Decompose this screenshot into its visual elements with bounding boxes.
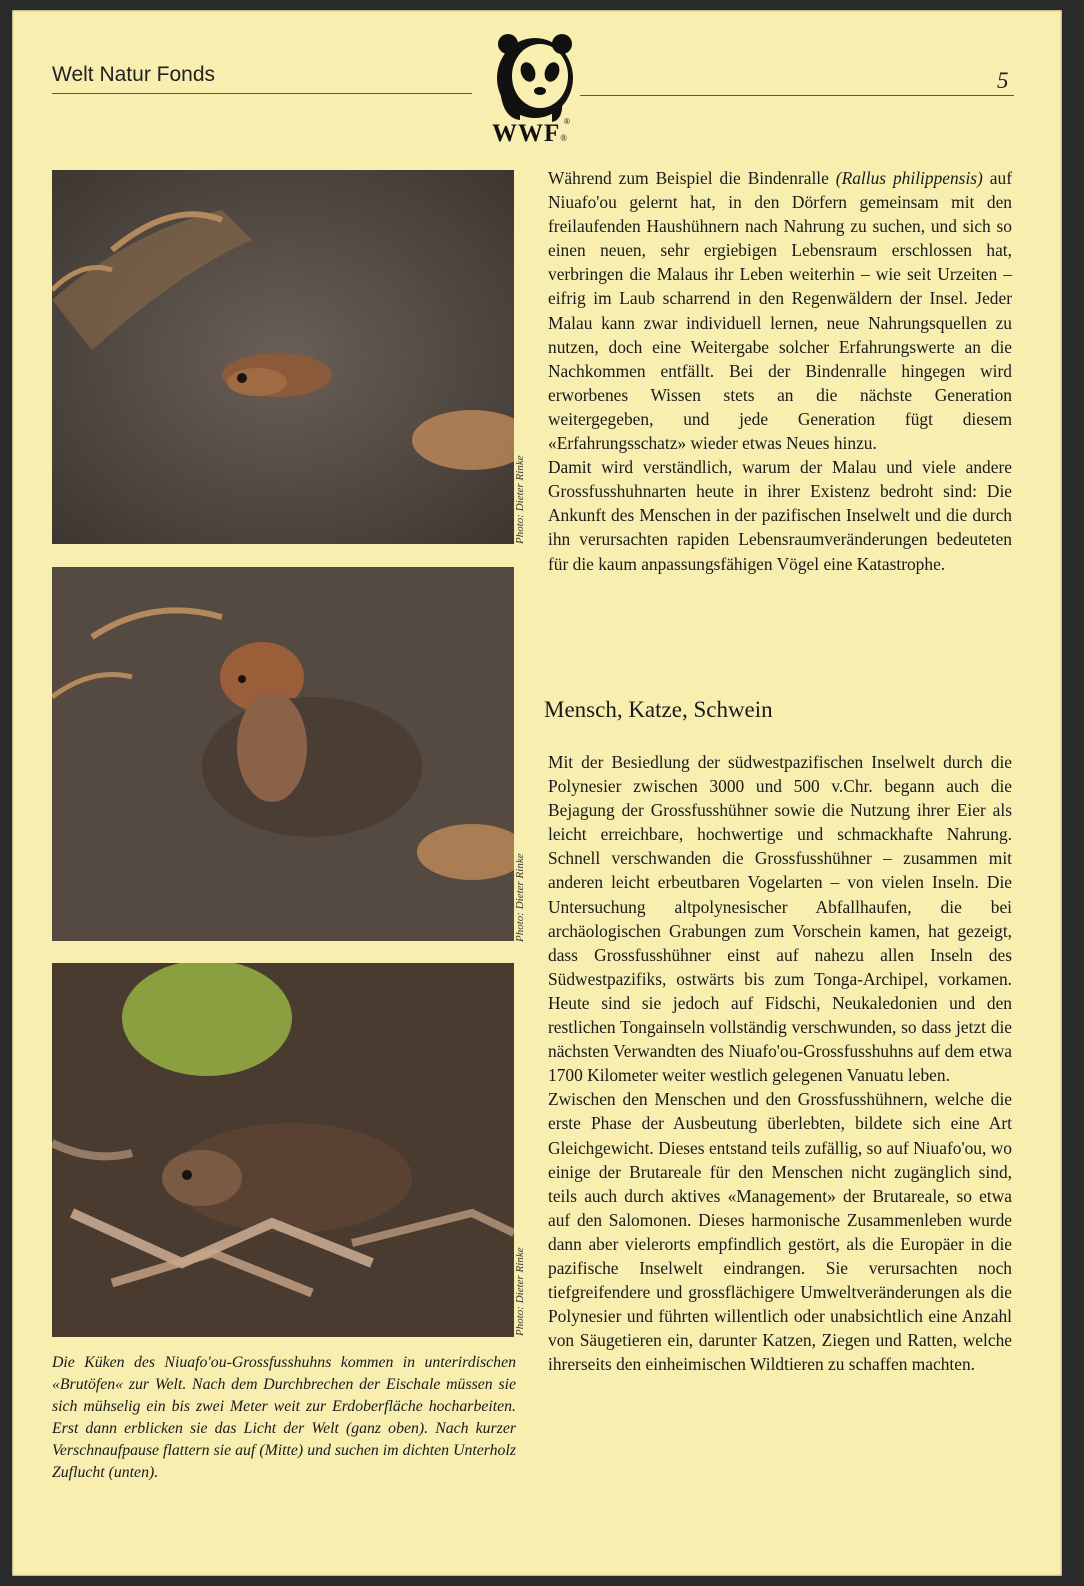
wwf-wordmark: WWF® (492, 120, 569, 147)
photo-credit-3: Photo: Dieter Rinke (514, 1247, 526, 1336)
photo-chick-in-sand (52, 170, 514, 544)
article-column-bottom (548, 750, 1012, 1376)
paragraph-3: Mit der Besiedlung der südwestpazifischen Inselwelt durch die Polynesier zwischen 3000 und 500 v.Chr. begann auch die Bejagung der Grossfusshühner sowie die Nutzung ihrer Eier als leicht erreichbare, hochwertige und schmackhafte Nahrung. Schnell verschwanden die Grossfusshühner – zusammen mit anderen leicht erbeutbaren Vogelarten – von vielen Inseln. Die Untersuchung altpolynesischer Abfallhaufen, die bei archäologischen Grabungen zum Vorschein kamen, hat gezeigt, dass Grossfusshühner einst auf nahezu allen Inseln des Südwestpazifiks, ostwärts bis zum Tonga-Archipel, vorkamen. Heute sind sie jedoch auf Fidschi, Neukaledonien und den restlichen Tongainseln vollständig verschwunden, so dass jetzt die nächsten Verwandten des Niuafo'ou-Grossfusshuhns auf dem etwa 1700 Kilometer weiter westlich gelegenen Vanuatu leben. (548, 752, 1012, 1086)
paragraph-1: Während zum Beispiel die Bindenralle (Rallus philippensis) auf Niuafo'ou gelernt hat, in den Dörfern gemeinsam mit den freilaufenden Haushühnern nach Nahrung zu suchen, und sich so einen neuen, sehr ergiebigen Lebensraum erschlossen hat, verbringen die Malaus ihr Leben weiterhin – wie seit Urzeiten – eifrig im Laub scharrend in den Regenwäldern der Insel. Jeder Malau kann zwar individuell lernen, neue Nahrungsquellen zu nutzen, doch eine Weitergabe solcher Erfahrungswerte an die Nachkommen entfällt. Bei der Bindenralle hingegen wird erworbenes Wissen stets an die nächste Generation weitergegeben, und jede Generation fügt diesem «Erfahrungsschatz» wieder etwas Neues hinzu. (548, 168, 1012, 454)
photo-chick-emerging (52, 567, 514, 941)
header-rule-left (52, 93, 472, 94)
article-column-top (548, 166, 1012, 576)
svg-text:®: ® (564, 117, 570, 126)
photo-credit-2: Photo: Dieter Rinke (514, 853, 526, 942)
page-sheet (12, 10, 1062, 1576)
photo-credit-1: Photo: Dieter Rinke (514, 455, 526, 544)
header-title: Welt Natur Fonds (52, 63, 216, 86)
paragraph-4: Zwischen den Menschen und den Grossfusshühnern, welche die erste Phase der Ausbeutung überlebten, bildete sich eine Art Gleichgewicht. Dieses entstand teils zufällig, so auf Niuafo'ou, wo einige der Brutareale für den Menschen nicht zugänglich sind, teils auch durch aktives «Management» der Brutareale, so etwa auf den Salomonen. Dieses harmonische Zusammenleben wurde dann aber vielerorts empfindlich gestört, als die Europäer in die pazifische Inselwelt eindrangen. Sie verursachten noch tiefgreifendere und grossflächigere Umweltveränderungen als die Polynesier und führten willentlich oder unabsichtlich eine Anzahl von Säugetieren ein, darunter Katzen, Ziegen und Ratten, welche ihrerseits den einheimischen Wildtieren zu schaffen machten. (548, 1089, 1012, 1375)
header-rule-right (580, 95, 1014, 96)
section-heading: Mensch, Katze, Schwein (544, 697, 773, 722)
page-number: 5 (997, 68, 1009, 93)
photo-caption: Die Küken des Niuafo'ou-Grossfusshuhns kommen in unterirdischen «Brutöfen« zur Welt. Nach dem Durchbrechen der Eischale müssen sie sich mühselig ein bis zwei Meter weit zur Erdoberfläche hocharbeiten. Erst dann erblicken sie das Licht der Welt (ganz oben). Nach kurzer Verschnaufpause flattern sie auf (Mitte) und suchen im dichten Unterholz Zuflucht (unten). (52, 1354, 516, 1481)
paragraph-2: Damit wird verständlich, warum der Malau und viele andere Grossfusshuhnarten heute in ihrer Existenz bedroht sind: Die Ankunft des Menschen in der pazifischen Inselwelt und die durch ihn verursachten rapiden Lebensraumveränderungen bedeuteten für die kaum anpassungsfähigen Vögel eine Katastrophe. (548, 457, 1012, 574)
photo-chick-undergrowth (52, 963, 514, 1337)
